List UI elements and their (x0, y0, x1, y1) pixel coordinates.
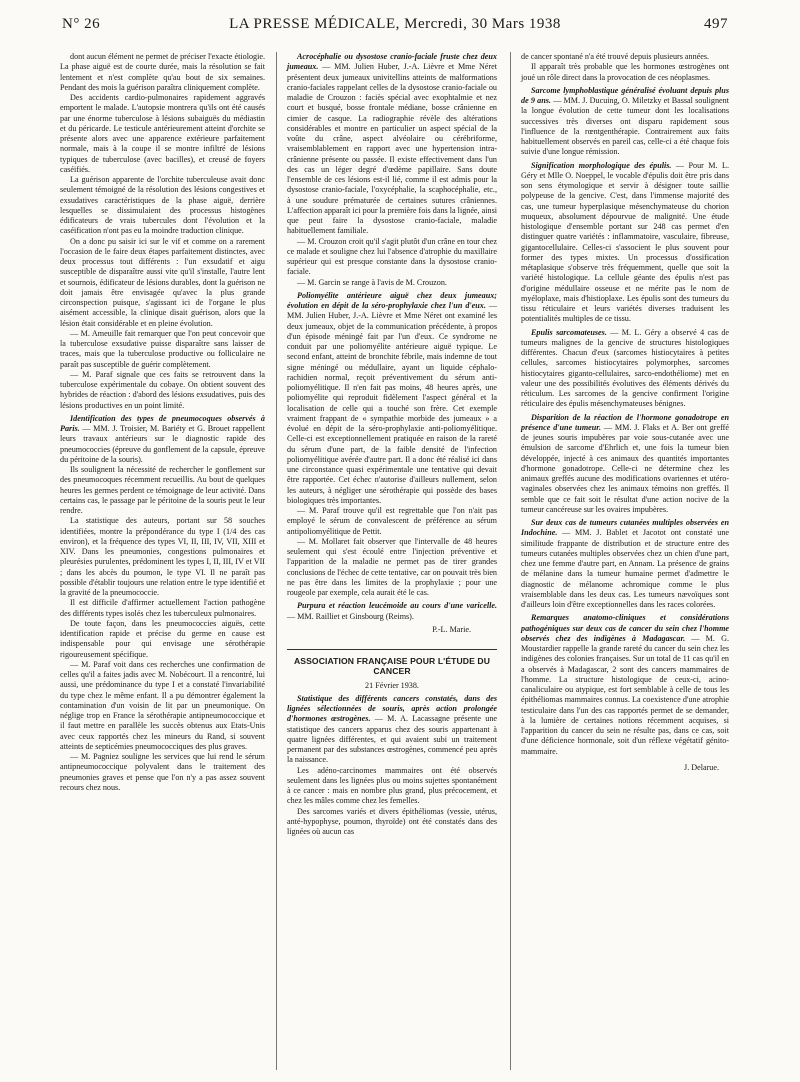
section-date: 21 Février 1938. (365, 680, 419, 690)
paragraph-text: Des sarcomes variés et divers épithéliomas (vessie, utérus, anté-hypophyse, poumon, thyroïde) ont été constatés dans des lignées où aucun cas (287, 806, 497, 836)
paragraph-text: — MM. Railliet et Ginsbourg (Reims). (287, 611, 414, 621)
paragraph-text: La statistique des auteurs, portant sur 58 souches identifiées, montre la prépondérance du type I (1/4 des cas environ), et la fréquence des types VI, II, III, IV, VII, XIII et XIV. Dans les pneumonies, congestions pulmonaires et pleurésies purulentes, prédominent les types I, II, III, IV et VII ; dans les abcès du poumon, le type VI. Il ne paraît pas possible d'établir toujours une relation entre le type identifié et la gravité de la pneumococcie. (60, 516, 265, 597)
communication-title: Signification morphologique des épulis. (531, 160, 672, 170)
paragraph (521, 413, 729, 516)
page-header (62, 16, 728, 36)
column-left (60, 52, 265, 793)
paragraph (60, 619, 265, 660)
paragraph (60, 516, 265, 598)
paragraph (60, 370, 265, 411)
paragraph (60, 52, 265, 93)
paragraph-text: — M. A. Lacassagne présente une statistique des cancers apparus chez des souris appartenant à quatre lignées différentes, et qui avaient subi un traitement permanent par des substances œstrogènes, commencé peu après la naissance. (287, 714, 498, 765)
column-middle-lower (287, 694, 497, 838)
paragraph-text: — MM. J. Ducuing, O. Miletzky et Bassal soulignent la longue évolution de cette tumeur dont les localisations successives très diverses ont disparu rapidement sous l'influence de la rœntgenthérapie. Contrairement aux faits habituellement observés en pareil cas, celle-ci a été chaque fois suivie d'une longue rémission. (521, 96, 729, 157)
communication-title: Epulis sarcomateuses. (531, 327, 607, 337)
communication-title: Identification des types de pneumocoques observés à Paris. (60, 413, 265, 433)
communication-title: Acrocéphalie ou dysostose cranio-faciale fruste chez deux jumeaux. (287, 52, 497, 72)
paragraph-text: — M. Paraf trouve qu'il est regrettable que l'on n'ait pas employé le sérum de convalescent de préférence au sérum antipoliomyélitique de Pettit. (287, 506, 497, 536)
paragraph-text: — MM. J. Flaks et A. Ber ont greffé de jeunes souris impubères par voie sous-cutanée avec une émulsion de sarcome d'Ehrlich et, une fois la tumeur bien développée, injecté à ces animaux des quantités importantes d'hormone gonadotrope. Celle-ci ne détermine chez les animaux greffés aucune des modifications ovariennes et utéro-vaginales observées chez les animaux témoins non greffés. Il semble que ce fait soit le résultat d'une action nocive de la tumeur cancéreuse sur les ovaires impubères. (521, 422, 729, 514)
paragraph-text: — M. Ameuille fait remarquer que l'on peut concevoir que la tuberculose exsudative puisse disparaître sans laisser de traces, mais que la tuberculose productive ou folliculaire ne paraît pas susceptible de guérir complètement. (60, 328, 265, 369)
paragraph-text: Les adéno-carcinomes mammaires ont été observés seulement dans les lignées plus ou moins sujettes spontanément à ce cancer : mais en nombre plus grand, plus précocement, et chez les mâles comme chez les femelles. (287, 765, 497, 806)
section-heading: ASSOCIATION FRANÇAISE POUR L'ÉTUDE DU CANCER (287, 649, 497, 677)
paragraph (287, 807, 497, 838)
paragraph (60, 752, 265, 793)
communication-title: Disparition de la réaction de l'hormone gonadotrope en présence d'une tumeur. (521, 412, 729, 432)
communication-title: Sarcome lymphoblastique généralisé évoluant depuis plus de 9 ans. (521, 85, 729, 105)
paragraph-text: dont aucun élément ne permet de préciser l'exacte étiologie. La phase aiguë est de courte durée, mais la résolution se fait lentement et n'est complète qu'au bout de six semaines. Pendant des mois la guérison paraîtra cliniquement complète. (60, 52, 265, 92)
column-right (521, 52, 729, 773)
paragraph (521, 161, 729, 325)
journal-title: LA PRESSE MÉDICALE, Mercredi, 30 Mars 1938 (229, 16, 561, 32)
paragraph (287, 601, 497, 622)
column-rule-right (510, 52, 511, 1070)
paragraph (60, 598, 265, 619)
paragraph (287, 694, 497, 766)
paragraph-text: La guérison apparente de l'orchite tuberculeuse avait donc seulement témoigné de la résolution des lésions congestives et exsudatives caractéristiques de la phase aiguë, derrière lesquelles se dissimulaient des processus histogènes édificateurs de vrais tubercules dont l'évolution et la caséification n'ont pas eu la moindre traduction clinique. (60, 175, 265, 236)
paragraph (521, 613, 729, 757)
paragraph-text: — M. Paraf voit dans ces recherches une confirmation de celles qu'il a faites jadis avec M. Nobécourt. Il a rencontré, lui aussi, une prédominance du type I et a constaté l'invariabilité du type chez le même enfant. Il a pu démontrer également la contamination d'un voisin de lit par un pneumonique. On néglige trop en France la sérothérapie antipneumococcique et il faut mettre en parallèle les succès obtenus aux Etats-Unis avec ceux rapportés chez les mineurs du Rand, si souvent atteints de septicémies pneumococciques des plus graves. (60, 659, 265, 751)
paragraph (287, 537, 497, 599)
paragraph (287, 766, 497, 807)
paragraph-text: — MM. J. Troisier, M. Bariéty et G. Brouet rappellent leurs travaux antérieurs sur le diagnostic rapide des pneumococcies (épreuve du gonflement de la capsule, épreuve du péritoine de la souris). (60, 424, 265, 464)
paragraph (60, 175, 265, 237)
paragraph (287, 291, 497, 506)
paragraph (60, 414, 265, 465)
paragraph (60, 237, 265, 329)
paragraph-text: Des accidents cardio-pulmonaires rapidement aggravés emportent le malade. L'autopsie montrera qu'ils ont été causés par une énorme tuberculose à lésions subaiguës du médiastin et du péricarde. Le testicule antérieurement atteint d'orchite se présente alors avec une apparence extérieure parfaitement normale, mais à la coupe il se montre infiltré de lésions typiques de tuberculose (avec bacilles), et creusé de foyers caséifiés. (60, 93, 265, 174)
paragraph-text: Ils soulignent la nécessité de rechercher le gonflement sur des pneumocoques récemment recueillis. Au bout de quelques heures les germes perdent ce témoignage de leur activité. Dans certains cas, le passage par le péritoine de la souris peut le leur rendre. (60, 465, 265, 515)
issue-number: N° 26 (62, 16, 101, 32)
paragraph (521, 52, 729, 62)
paragraph (60, 329, 265, 370)
communication-title: Statistique des différents cancers constatés, dans des lignées sélectionnées de souris, après action prolongée d'hormones œstrogènes. (287, 693, 497, 724)
paragraph-text: — M. G. Moustardier rappelle la grande rareté du cancer du sein chez les indigènes des colonies françaises. Sur un total de 11 cas qu'il en a observés à Madagascar, 2 sont des cancers mammaires de l'homme. La structure histologique de ceux-ci, acino-canaliculaire ou atypique, est fort semblable à celle de tous les épithéliomas mammaires connus. La coexistence d'une atrophie testiculaire dans l'un des cas rapportés permet de se demander, à la lumière de certaines notions récemment acquises, si l'apparition du cancer du sein ne résulte pas, dans ce cas, soit d'une déficience hormonale, soit d'un réflexe végétatif génito-mammaire. (521, 633, 729, 756)
paragraph-text: Il apparaît très probable que les hormones œstrogènes ont joué un rôle direct dans la provocation de ces néoplasmes. (521, 62, 729, 82)
paragraph (287, 278, 497, 288)
paragraph (287, 237, 497, 278)
paragraph-text: — MM. J. Bablet et Jacotot ont constaté une similitude frappante de distribution et de structure entre des tumeurs cutanées multiples observées chez un chien d'une part, chez une femme d'autre part, en Annam. La présence de grains de mélanine dans la tumeur humaine permet d'admettre le diagnostic de mélanome achromique comme le plus vraisemblable dans les deux cas. Les tumeurs nævoïques sont d'ailleurs loin d'être exceptionnelles dans les races colorées. (521, 528, 729, 609)
communication-title: Poliomyélite antérieure aiguë chez deux jumeaux; évolution en dépit de la séro-prophylaxie chez l'un d'eux. (287, 290, 497, 310)
signature-marie: P.-L. Marie. (432, 624, 471, 634)
paragraph (287, 52, 497, 237)
paragraph (521, 86, 729, 158)
paragraph (287, 506, 497, 537)
communication-title: Purpura et réaction leucémoide au cours d'une varicelle. (297, 601, 497, 611)
paragraph (521, 328, 729, 410)
paragraph (521, 518, 729, 610)
paragraph (60, 465, 265, 516)
paragraph (60, 93, 265, 175)
communication-title: Sur deux cas de tumeurs cutanées multiples observées en Indochine. (521, 518, 729, 538)
paragraph-text: — M. Garcin se range à l'avis de M. Crouzon. (297, 277, 447, 287)
paragraph-text: De toute façon, dans les pneumococcies aiguës, cette identification rapide et précise du germe en cause est indispensable pour qui envisage une sérothérapie rigoureusement spécifique. (60, 618, 265, 659)
paragraph-text: — Pour M. L. Géry et Mlle O. Noeppel, le vocable d'épulis doit être pris dans son sens étymologique et servir à désigner toute saillie polypeuse de la gencive. C'est, dans l'immense majorité des cas, une tumeur hyperplasique mésenchymateuse du chorion muqueux, absolument dépourvue de malignité. Une étude histologique d'ensemble portant sur 248 cas permet d'en distinguer quatre variétés : inflammatoire, vasculaire, fibreuse, gigantocellulaire. Celles-ci s'associent le plus souvent pour former des types mixtes. Un processus d'ossification métaplasique s'observe très fréquemment, quelle que soit la variété histologique. La cellule géante des épulis n'est pas d'origine médullaire osseuse et ne mérite pas le nom de myéloplaxe, mais d'histioplaxe. Les épulis sont des tumeurs du tissu réticulaire et leurs variétés diverses traduisent les potentialités multiples de ce tissu. (521, 160, 729, 324)
paragraph-text: — MM. Julien Huber, J.-A. Lièvre et Mme Néret présentent deux jumeaux univitellins atteints de malformations cranio-faciales rappelant celles de la dysostose cranio-faciale ou maladie de Crouzon : faciès spécial avec exophtalmie et nez court et busqué, bosse frontale médiane, bosse crânienne en cimier de casque. La radiographie révèle des altérations considérables et montre en particulier un aspect spécial de la voûte du crâne, aspect alvéolaire ou cérébriforme, vraisemblablement en rapport avec une hypertension intra-crânienne présente ou passée. Il existe effectivement dans l'un des cas un léger degré d'œdème papillaire. Sans doute l'ensemble de ces lésions est-il lié, comme il est admis pour la dysostose cranio-faciale, l'oxycéphalie, la scaphocéphalie, etc., à une soudure prématurée de certaines sutures crâniennes. L'affection apparaît ici pour la première fois dans la lignée, ainsi que peut faire la dysostose cranio-faciale, maladie habituellement familiale. (287, 62, 497, 236)
page-number: 497 (704, 16, 728, 32)
paragraph-text: — M. Mollaret fait observer que l'intervalle de 48 heures seulement qui s'est écoulé entre l'injection préventive et l'apparition de la maladie ne permet pas de tirer grandes conclusions de l'échec de cette tentative, car on pouvait très bien ne pas être dans les limites de la prophylaxie ; pour une rougeole par exemple, cela aurait été le cas. (287, 536, 497, 597)
column-rule-left (276, 52, 277, 1070)
paragraph-text: Il est difficile d'affirmer actuellement l'action pathogène des différents types isolés chez les tuberculeux pulmonaires. (60, 598, 265, 618)
paragraph-text: — MM. Julien Huber, J.-A. Lièvre et Mme Néret ont examiné les deux jumeaux, objet de la communication précédente, à propos d'un épisode méningé fait par l'un d'eux. Ce syndrome ne conduit par une poliomyélite antérieure aiguë typique. Le second enfant, atteint de bronchite fébrile, mais indemne de tout signe méningé ou médullaire, ayant un liquide céphalo-rachidien normal, reçoit préventivement du sérum anti-poliomyélitique. Il n'en fait pas moins, 48 heures après, une poliomyélite qui reproduit fidèlement l'aspect général et la localisation de celle qui a touché son frère. Cet exemple vraiment frappant de « sympathie morbide des jumeaux » a évolué en dépit de la séro-prophylaxie anti-poliomyélitique. Celle-ci est exceptionnellement pratiquée en raison de la rareté du sérum d'une part, de la faible densité de l'infection poliomyélitique avérée d'autre part. Il a donc été réalisé ici dans une circonstance quasi expérimentale une tentative qui devait être rapportée. Cet échec n'autorise d'ailleurs nullement, selon les auteurs, à négliger une sérothérapie qui possède des bases biologiques très importantes. (287, 301, 497, 505)
column-middle (287, 52, 497, 837)
paragraph-text: On a donc pu saisir ici sur le vif et comme on a rarement l'occasion de le faire deux étapes parfaitement distinctes, avec deux processus tout différents : l'un exsudatif et aigu susceptible de disparaître aussi vite qu'il s'installe, l'autre lent et sournois, édificateur de lésions durables, dont la guérison ne doit jamais être envisagée qu'avec la plus grande circonspection puisque, s'agissant ici de l'organe le plus aisément accessible, la clinique disait guérison, alors que la lésion était considérable et en pleine évolution. (60, 236, 265, 328)
column-middle-upper (287, 52, 497, 622)
paragraph-text: — M. Pagniez souligne les services que lui rend le sérum antipneumococcique polyvalent dans le traitement des pneumonies graves et pense que l'on n'y a pas assez souvent recours chez nous. (60, 752, 265, 792)
column-right-body (521, 52, 729, 757)
communication-title: Remarques anatomo-cliniques et considérations pathogéniques sur deux cas de cancer du sein chez l'homme observés chez des indigènes à Madagascar. (521, 613, 729, 643)
paragraph-text: de cancer spontané n'a été trouvé depuis plusieurs années. (521, 52, 710, 61)
paragraph-text: — M. Crouzon croit qu'il s'agit plutôt d'un crâne en tour chez ce malade et souligne chez lui l'absence d'atrophie du maxillaire supérieur qui est presque constante dans la dysostose cranio-faciale. (287, 236, 497, 277)
paragraph-text: — M. L. Géry a observé 4 cas de tumeurs malignes de la gencive de structures histologiques différentes. Chacun d'eux (sarcomes histiocytaires à petites cellules, sarcomes histiocytaires polymorphes, sarcomes histiocytaires giganto-cellulaires, sarco-endothéliome) met en valeur une des possibilités évolutives des éléments dérivés du réticulum. Les sarcomes de la gencive confirment l'origine réticulaire des épulis mésenchymateuses bénignes. (521, 327, 729, 409)
paragraph-text: — M. Paraf signale que ces faits se retrouvent dans la tuberculose expérimentale du cobaye. On obtient souvent des hybrides de réaction : d'abord des lésions exsudatives, puis des lésions productives en un point limité. (60, 369, 265, 410)
paragraph (521, 62, 729, 83)
signature-delarue: J. Delarue. (684, 762, 719, 772)
paragraph (60, 660, 265, 752)
